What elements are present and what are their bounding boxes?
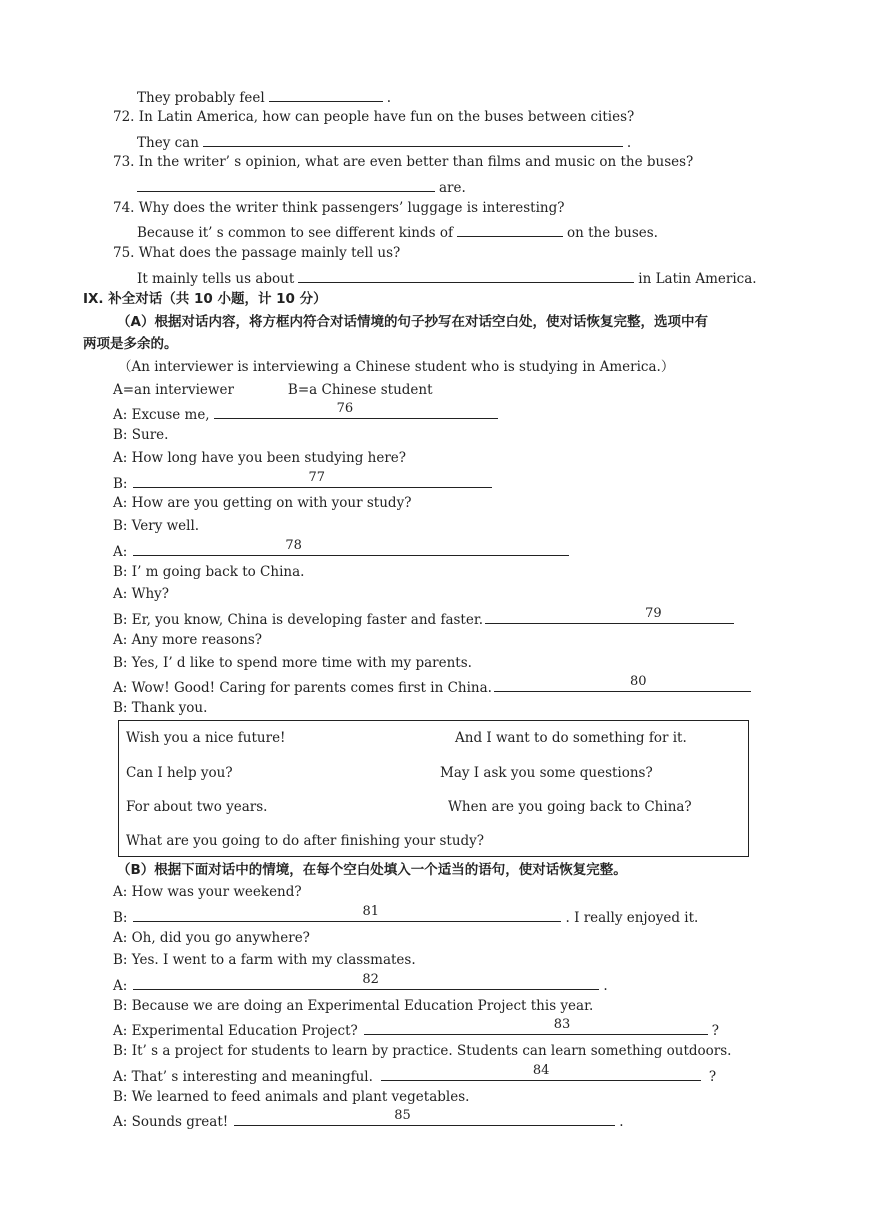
dialog-line: B: Very well.: [113, 518, 200, 534]
answer-blank-81[interactable]: 81: [133, 906, 561, 922]
answer-line-73: are.: [133, 176, 466, 197]
answer-blank[interactable]: [298, 267, 634, 283]
option: For about two years.: [126, 799, 268, 815]
option: Wish you a nice future!: [126, 730, 286, 746]
answer-blank-79[interactable]: 79: [485, 608, 734, 624]
answer-blank-77[interactable]: 77: [133, 472, 492, 488]
dialog-line: A: 78: [113, 540, 573, 561]
answer-blank-82[interactable]: 82: [133, 974, 599, 990]
option: What are you going to do after finishing your study?: [126, 833, 485, 849]
dialog-line: A: Oh, did you go anywhere?: [113, 930, 310, 946]
part-a-instruction-cont: 两项是多余的。: [83, 336, 178, 352]
dialog-line: B: Thank you.: [113, 700, 208, 716]
answer-blank[interactable]: [269, 86, 383, 102]
answer-blank-80[interactable]: 80: [494, 676, 751, 692]
answer-blank-76[interactable]: 76: [214, 403, 498, 419]
dialog-line: A: Excuse me, 76: [113, 403, 502, 424]
answer-blank-84[interactable]: 84: [381, 1065, 701, 1081]
option: And I want to do something for it.: [455, 730, 687, 746]
dialog-line: A: Wow! Good! Caring for parents comes first in China. 80: [113, 676, 755, 697]
answer-blank[interactable]: [203, 131, 623, 147]
answer-line-72: They can .: [137, 131, 631, 152]
answer-line-74: Because it’ s common to see different kinds of on the buses.: [137, 221, 658, 242]
section-title: IX. 补全对话（共 10 小题，计 10 分）: [83, 291, 327, 307]
part-a-instruction: （A）根据对话内容，将方框内符合对话情境的句子抄写在对话空白处，使对话恢复完整，选项中有: [117, 314, 708, 330]
role-b: B=a Chinese student: [287, 382, 433, 398]
dialog-line: B: I’ m going back to China.: [113, 564, 305, 580]
dialog-line: B: Yes, I’ d like to spend more time with my parents.: [113, 655, 472, 671]
dialog-line: A: Experimental Education Project? 83 ?: [113, 1017, 719, 1039]
dialog-line: B: Sure.: [113, 427, 169, 443]
part-b-instruction: （B）根据下面对话中的情境，在每个空白处填入一个适当的语句，使对话恢复完整。: [117, 862, 627, 878]
option: Can I help you?: [126, 765, 233, 781]
dialog-line: A: That’ s interesting and meaningful. 84 ?: [113, 1063, 717, 1085]
answer-line-71: They probably feel .: [137, 86, 391, 107]
dialog-line: A: Any more reasons?: [113, 632, 263, 648]
question-75: 75. What does the passage mainly tell us?: [113, 245, 401, 261]
dialog-context: （An interviewer is interviewing a Chinese student who is studying in America.）: [118, 359, 675, 375]
dialog-line: B: It’ s a project for students to learn by practice. Students can learn something outdoors.: [113, 1043, 732, 1059]
dialog-line: A: Sounds great! 85 .: [113, 1108, 624, 1130]
answer-blank[interactable]: [457, 221, 563, 237]
role-a: A=an interviewer: [113, 382, 234, 398]
answer-blank[interactable]: [137, 176, 435, 192]
option: When are you going back to China?: [448, 799, 692, 815]
dialog-line: B: 81 . I really enjoyed it.: [113, 904, 699, 926]
dialog-line: B: Er, you know, China is developing faster and faster. 79: [113, 608, 738, 629]
question-73: 73. In the writer’ s opinion, what are even better than films and music on the buses?: [113, 154, 694, 170]
option: May I ask you some questions?: [440, 765, 653, 781]
dialog-line: A: How long have you been studying here?: [113, 450, 407, 466]
answer-line-75: It mainly tells us about in Latin America.: [137, 267, 757, 288]
question-74: 74. Why does the writer think passengers’ luggage is interesting?: [113, 200, 565, 216]
answer-blank-85[interactable]: 85: [234, 1110, 615, 1126]
answer-blank-83[interactable]: 83: [364, 1019, 708, 1035]
answer-blank-78[interactable]: 78: [133, 540, 569, 556]
question-72: 72. In Latin America, how can people have fun on the buses between cities?: [113, 109, 635, 125]
dialog-line: A: How are you getting on with your study?: [113, 495, 412, 511]
dialog-line: B: 77: [113, 472, 496, 493]
options-box: [118, 720, 749, 857]
dialog-line: B: Because we are doing an Experimental Education Project this year.: [113, 998, 594, 1014]
dialog-line: A: 82 .: [113, 972, 608, 994]
dialog-line: A: How was your weekend?: [113, 884, 302, 900]
roles-line: [113, 381, 433, 399]
dialog-line: B: Yes. I went to a farm with my classmates.: [113, 952, 416, 968]
dialog-line: B: We learned to feed animals and plant vegetables.: [113, 1089, 470, 1105]
dialog-line: A: Why?: [113, 586, 170, 602]
